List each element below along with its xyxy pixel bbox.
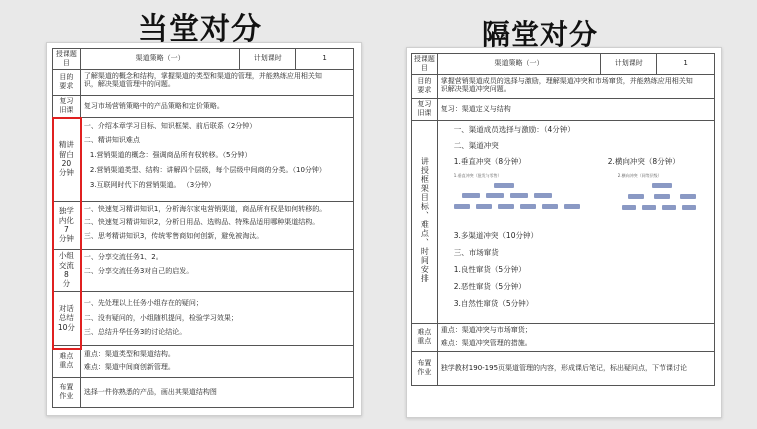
diagram-node [652, 183, 672, 188]
right-lecture-label: 讲授框架目标、难点、时间安排 [412, 120, 438, 323]
left-key-label: 难点 重点 [53, 345, 81, 377]
diagram-node [564, 204, 580, 209]
right-title: 隔堂对分 [482, 18, 599, 51]
left-homework-text: 选择一件你熟悉的产品，画出其渠道结构图 [80, 377, 353, 407]
right-review-text: 复习：渠道定义与结构 [437, 98, 714, 120]
right-review-label: 复习旧课 [412, 98, 438, 120]
diagram-node [454, 204, 470, 209]
left-internal-label: 独学 内化 7 分钟 [53, 201, 81, 249]
diagram-node [510, 193, 528, 198]
left-review-label: 复习旧课 [53, 95, 81, 117]
diagram-node [662, 205, 676, 210]
diagram-node [642, 205, 656, 210]
left-lecture-label: 精讲 留白 20 分钟 [53, 117, 81, 201]
diagram-node [534, 193, 552, 198]
vertical-conflict-diagram: 1.垂直冲突（批发与零售） [454, 173, 584, 215]
diagram-node [498, 204, 514, 209]
left-group-content: 一、分享交流任务1、2。 二、分享交流任务3对自己的启发。 [80, 249, 353, 291]
right-homework-label: 布置 作业 [412, 351, 438, 385]
diagram-node [486, 193, 504, 198]
diagram-node [520, 204, 536, 209]
diagram-node [462, 193, 480, 198]
right-goal-text: 掌握营销渠道成员的选择与激励，理解渠道冲突和市场窜货，并能熟练应用相关知 识解决渠道冲突问题。 [437, 74, 714, 98]
left-lecture-content: 一、介绍本章学习目标、知识框架、前后联系（2分钟） 二、精讲知识难点 1.营销渠道的概念：强调商品所有权转移。（5分钟） 2.营销渠道类型、结构：讲解四个层级，每个层级中间商的分类。（10分钟） 3.互联网时代下的营销渠道。 （3分钟） [80, 117, 353, 201]
left-hours-value: 1 [296, 49, 354, 70]
left-topic-label: 授课题目 [53, 49, 81, 70]
right-hours-label: 计划课时 [601, 54, 657, 75]
left-goal-label: 目的要求 [53, 69, 81, 95]
diagram-node [542, 204, 558, 209]
left-topic-value: 渠道策略（一） [80, 49, 240, 70]
left-dialog-label: 对话 总结 10分 [53, 291, 81, 345]
left-goal-text: 了解渠道的概念和结构，掌握渠道的类型和渠道的管理，并能熟练应用相关知 识，解决渠道管理中的问题。 [80, 69, 353, 95]
right-lecture-content: 一、渠道成员选择与激励：（4分钟） 二、渠道冲突 1.垂直冲突（8分钟） 2.横向冲突（8分钟） 1.垂直冲突（批发与零售） 2.横向冲突（同等层级） 3.多渠道冲突（10分钟） 三、市场窜货 1.良性窜货（5分钟） 2.恶性窜货（5分钟） 3.自然性窜货（5分钟） [437, 120, 714, 323]
left-title: 当堂对分 [138, 12, 262, 47]
right-goal-label: 目的要求 [412, 74, 438, 98]
left-table [52, 48, 354, 408]
multi-channel-conflict: 3.多渠道冲突（10分钟） [453, 230, 538, 240]
left-highlight-box [52, 117, 82, 350]
right-key-label: 难点 重点 [412, 323, 438, 351]
left-review-text: 复习市场营销策略中的产品策略和定价策略。 [80, 95, 353, 117]
left-internal-content: 一、快速复习精讲知识1，分析海尔家电营销渠道，商品所有权是如何转移的。 二、快速复习精讲知识2，分析日用品、选购品、特殊品适用哪种渠道结构。 三、思考精讲知识3，传统零售商如何创新，避免被淘汰。 [80, 201, 353, 249]
left-dialog-content: 一、先处理以上任务小组存在的疑问； 二、没有疑问的，小组随机提问，检验学习效果； 三、总结升华任务3的讨论结论。 [80, 291, 353, 345]
left-hours-label: 计划课时 [240, 49, 296, 70]
right-table [411, 53, 715, 386]
right-hours-value: 1 [657, 54, 715, 75]
left-homework-label: 布置 作业 [53, 377, 81, 407]
right-homework-text: 独学教材190-195页渠道管理的内容，形成课后笔记，标出疑问点，下节课讨论 [437, 351, 714, 385]
diagram-node [654, 194, 670, 199]
horizontal-conflict: 2.横向冲突（8分钟） [607, 156, 680, 166]
horizontal-conflict-diagram: 2.横向冲突（同等层级） [618, 173, 708, 215]
right-topic-value: 渠道策略（一） [437, 54, 601, 75]
diagram-node [628, 194, 644, 199]
right-topic-label: 授课题目 [412, 54, 438, 75]
diagram-node [680, 194, 696, 199]
diagram-node [476, 204, 492, 209]
vertical-conflict: 1.垂直冲突（8分钟） [453, 156, 526, 166]
left-group-label: 小组 交流 8 分 [53, 249, 81, 291]
diagram-node [622, 205, 636, 210]
diagram-node [494, 183, 514, 188]
diagram-node [682, 205, 696, 210]
right-key-content: 重点：渠道冲突与市场窜货； 难点：渠道冲突管理的措施。 [437, 323, 714, 351]
left-key-content: 重点：渠道类型和渠道结构。 难点：渠道中间商创新管理。 [80, 345, 353, 377]
